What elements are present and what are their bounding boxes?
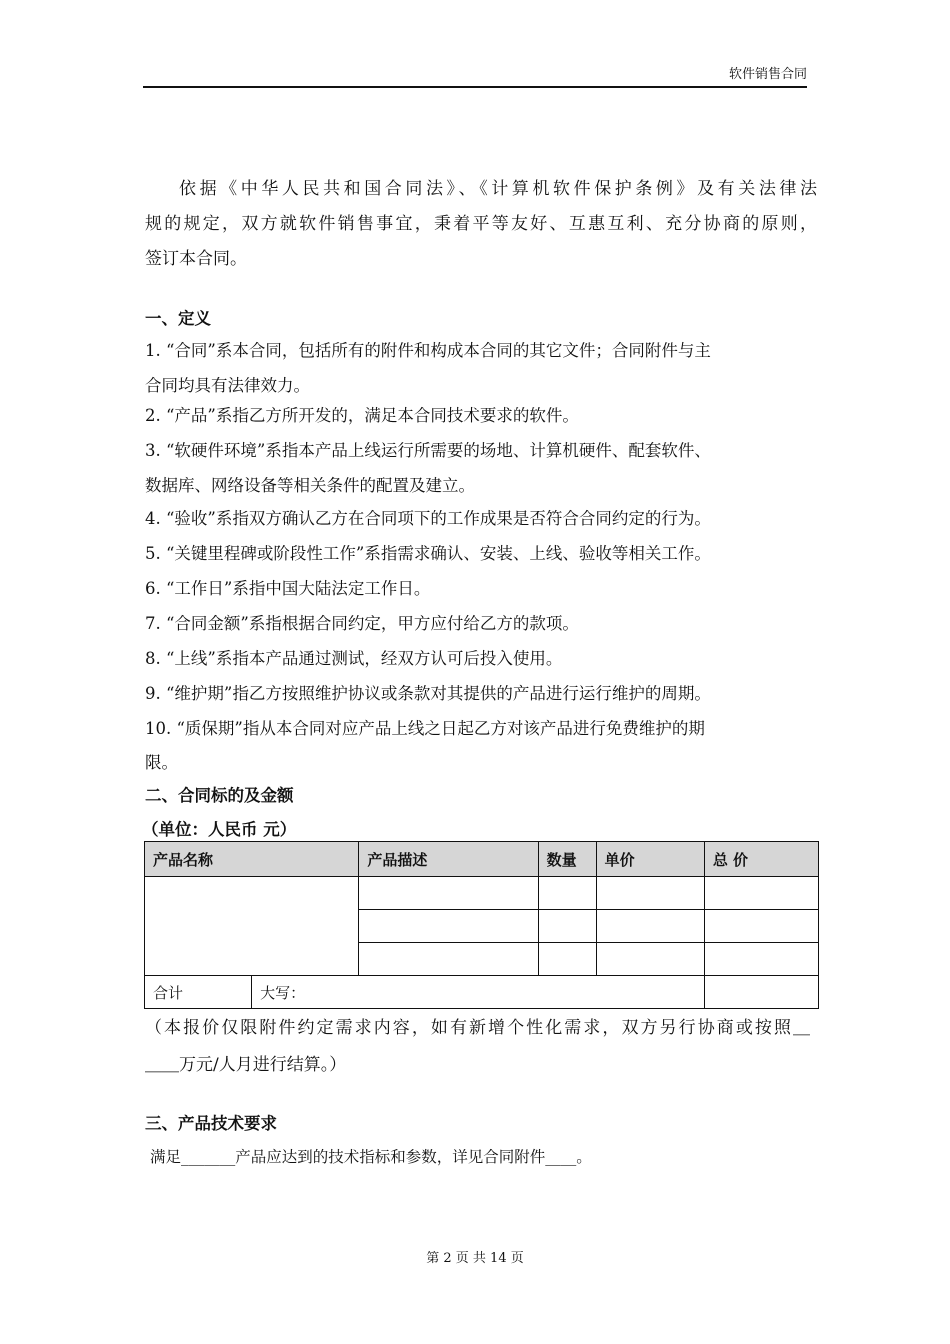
price-table xyxy=(144,841,819,1009)
cell-desc xyxy=(359,943,538,976)
page-number: 第 2 页 共 14 页 xyxy=(426,1251,524,1266)
cell-unit xyxy=(596,943,704,976)
section-heading-text: 一、定义 xyxy=(145,309,211,328)
cell-total xyxy=(704,877,818,910)
cell-desc xyxy=(359,877,538,910)
col-product-name: 产品名称 xyxy=(145,842,359,877)
total-label: 合计 xyxy=(145,976,252,1009)
definition-line: 10. “质保期”指从本合同对应产品上线之日起乙方对该产品进行免费维护的期 xyxy=(145,719,705,738)
note-line: （本报价仅限附件约定需求内容，如有新增个性化需求，双方另行协商或按照＿ xyxy=(145,1018,810,1038)
page-header xyxy=(143,66,807,88)
col-quantity: 数量 xyxy=(538,842,596,877)
section-heading: 三、产品技术要求 xyxy=(145,1114,277,1133)
definition-line: 4. “验收”系指双方确认乙方在合同项下的工作成果是否符合合同约定的行为。 xyxy=(145,509,711,528)
cell-product-name xyxy=(145,877,359,976)
cell-unit xyxy=(596,910,704,943)
table-header-row xyxy=(145,842,819,877)
page-footer xyxy=(0,1247,950,1266)
definition-line: 8. “上线”系指本产品通过测试，经双方认可后投入使用。 xyxy=(145,649,563,668)
section-heading: 二、合同标的及金额 xyxy=(145,786,294,805)
definition-line: 数据库、网络设备等相关条件的配置及建立。 xyxy=(145,476,475,495)
intro-line: 依据《中华人民共和国合同法》、《计算机软件保护条例》及有关法律法 xyxy=(179,179,817,199)
unit-label: （单位：人民币 元） xyxy=(142,820,297,839)
header-title: 软件销售合同 xyxy=(728,67,807,82)
definition-line: 合同均具有法律效力。 xyxy=(145,376,310,395)
tech-requirement-text: 满足_______产品应达到的技术指标和参数，详见合同附件____。 xyxy=(150,1148,592,1166)
definition-line: 2. “产品”系指乙方所开发的，满足本合同技术要求的软件。 xyxy=(145,406,579,425)
cell-total xyxy=(704,910,818,943)
note-line: ＿＿万元/人月进行结算。） xyxy=(145,1055,347,1075)
section-heading xyxy=(145,301,817,336)
table-row xyxy=(145,877,819,910)
definition-line: 6. “工作日”系指中国大陆法定工作日。 xyxy=(145,579,431,598)
cell-qty xyxy=(538,877,596,910)
definition-line: 1. “合同”系本合同，包括所有的附件和构成本合同的其它文件；合同附件与主 xyxy=(145,341,711,360)
total-amount-cell xyxy=(704,976,818,1009)
cell-unit xyxy=(596,877,704,910)
capital-amount-label: 大写： xyxy=(252,976,705,1009)
intro-line: 规的规定，双方就软件销售事宜，秉着平等友好、互惠互利、充分协商的原则， xyxy=(145,214,817,234)
cell-qty xyxy=(538,943,596,976)
definition-line: 7. “合同金额”系指根据合同约定，甲方应付给乙方的款项。 xyxy=(145,614,579,633)
intro-line: 签订本合同。 xyxy=(145,249,247,269)
definition-line: 限。 xyxy=(145,753,178,772)
cell-qty xyxy=(538,910,596,943)
price-note xyxy=(145,1010,810,1084)
cell-desc xyxy=(359,910,538,943)
table-total-row xyxy=(145,976,819,1009)
definition-line: 3. “软硬件环境”系指本产品上线运行所需要的场地、计算机硬件、配套软件、 xyxy=(145,441,711,460)
definition-line: 9. “维护期”指乙方按照维护协议或条款对其提供的产品进行运行维护的周期。 xyxy=(145,684,711,703)
definition-line: 5. “关键里程碑或阶段性工作”系指需求确认、安装、上线、验收等相关工作。 xyxy=(145,544,711,563)
col-unit-price: 单价 xyxy=(596,842,704,877)
cell-total xyxy=(704,943,818,976)
col-total-price: 总 价 xyxy=(704,842,818,877)
col-product-desc: 产品描述 xyxy=(359,842,538,877)
intro-paragraph xyxy=(145,172,817,277)
